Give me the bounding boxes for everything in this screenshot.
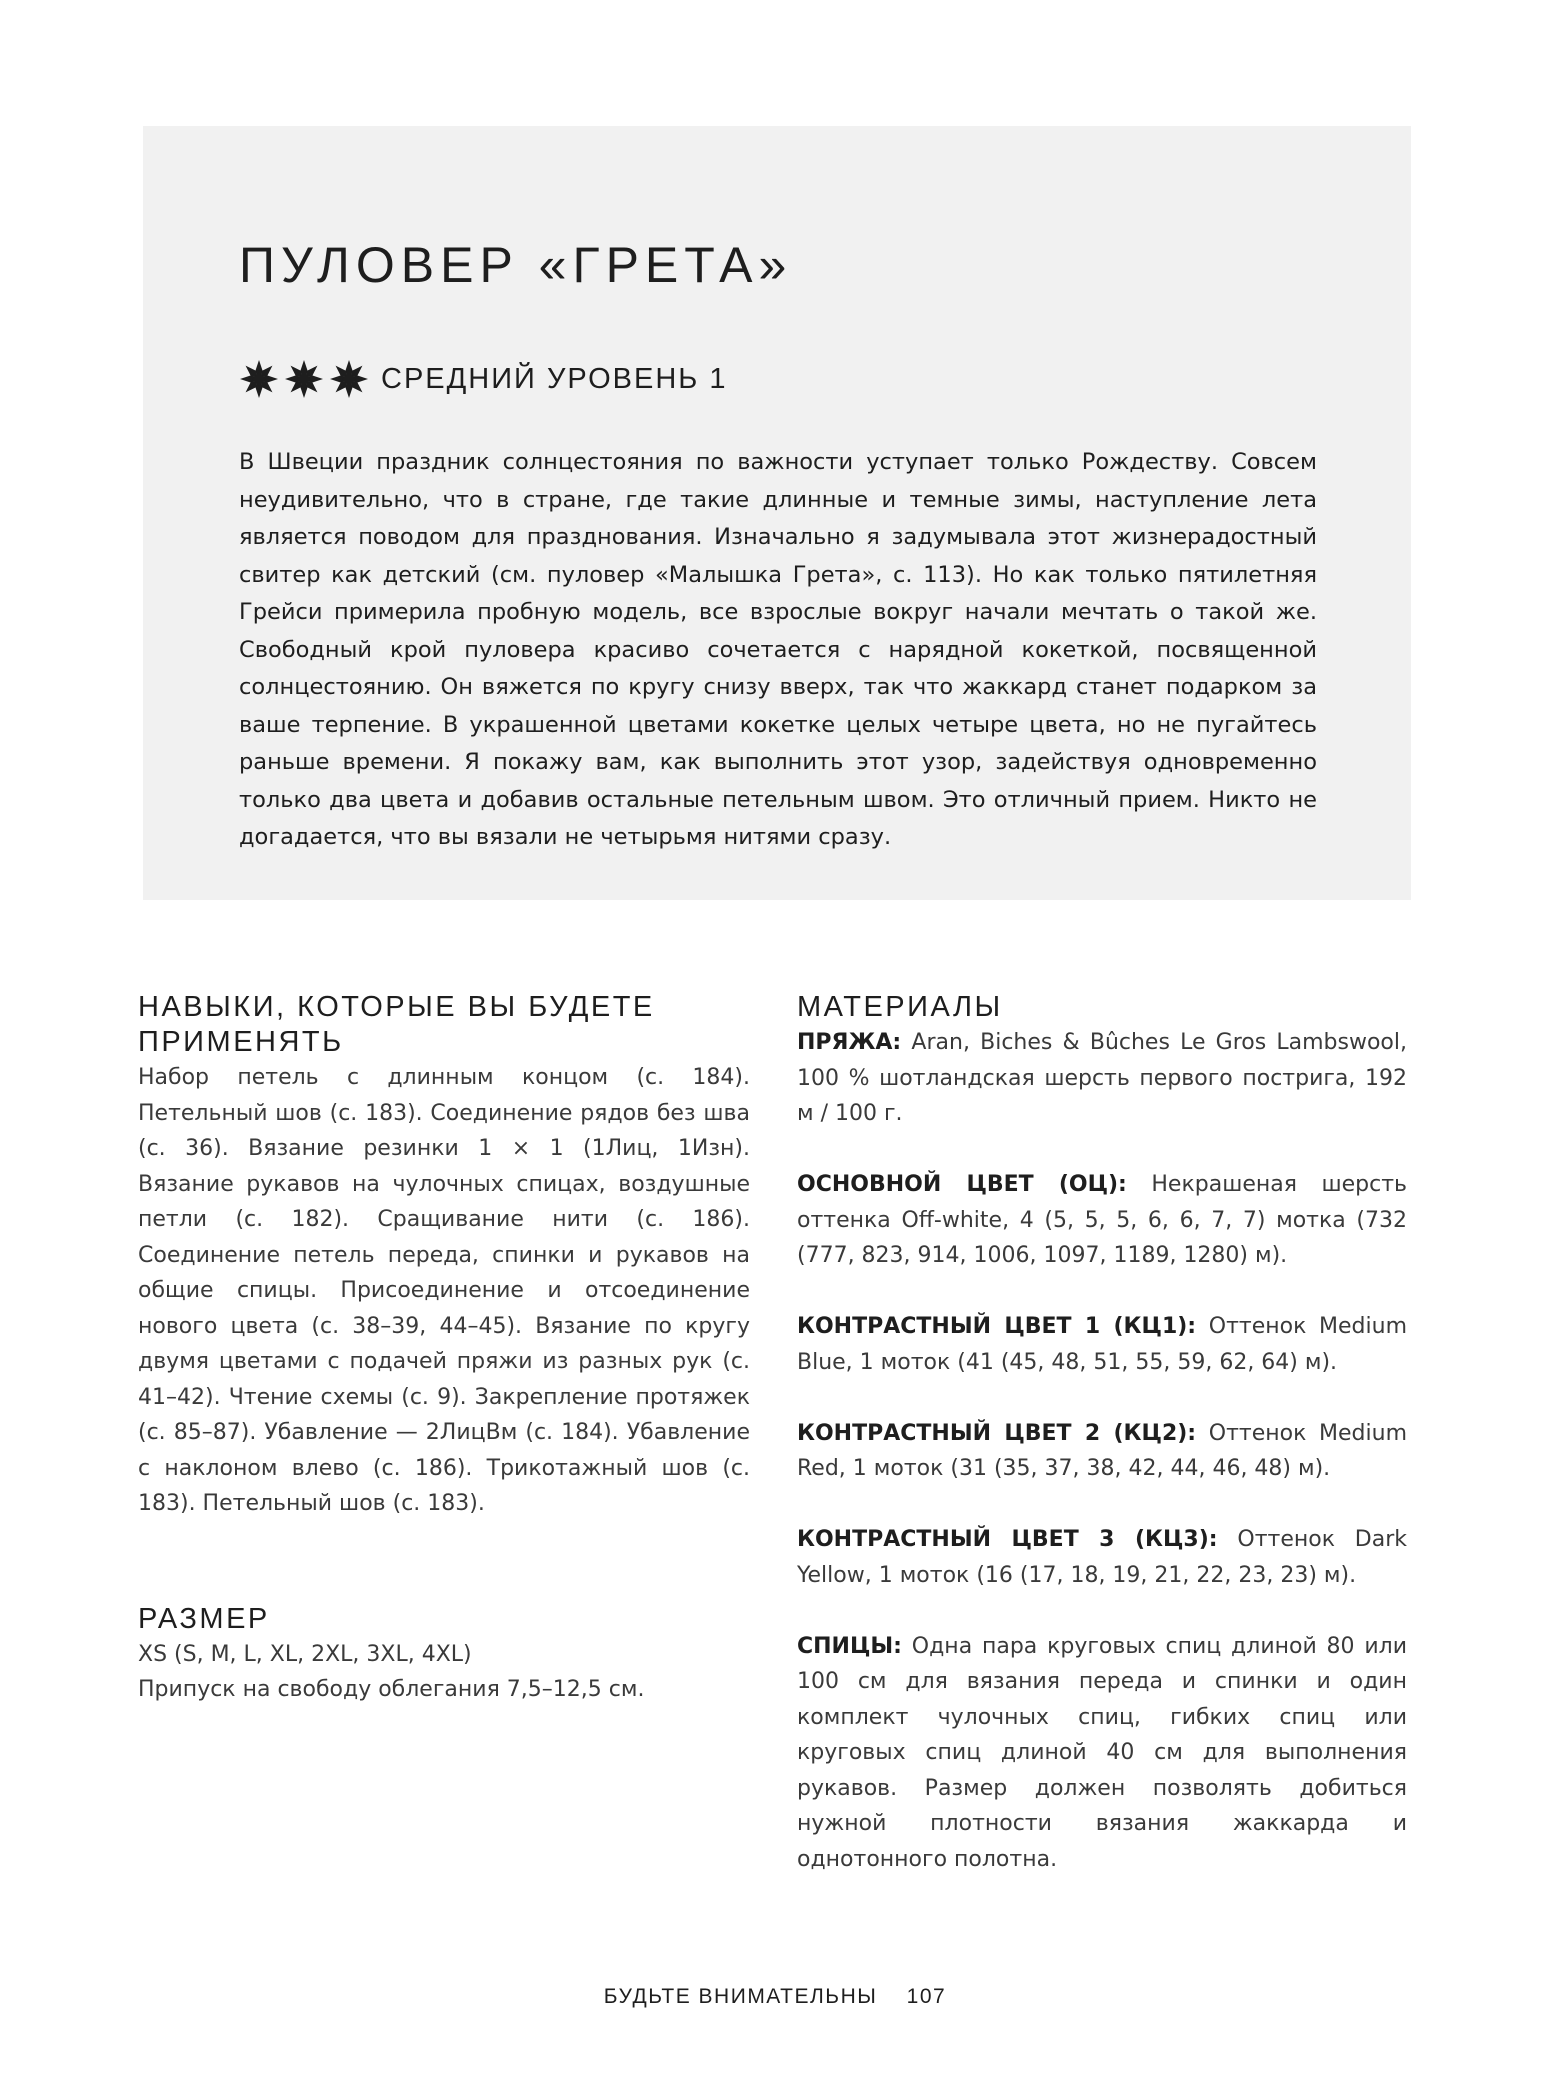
intro-box xyxy=(143,126,1411,900)
contrast-color-3-text: Оттенок Dark Yellow, 1 моток (16 (17, 18, 19, 21, 22, 23, 23) м). xyxy=(797,1527,1407,1588)
yarn-info xyxy=(797,1025,1407,1132)
size-ease: Припуск на свободу облегания 7,5–12,5 см. xyxy=(138,1677,645,1702)
page-title: ПУЛОВЕР «ГРЕТА» xyxy=(239,237,793,293)
skills-heading-line2: ПРИМЕНЯТЬ xyxy=(138,1026,344,1058)
page-number: 107 xyxy=(906,1985,947,2008)
left-column xyxy=(138,990,750,1708)
size-section xyxy=(138,1602,750,1708)
contrast-color-2-text: Оттенок Medium Red, 1 моток (31 (35, 37, 38, 42, 44, 46, 48) м). xyxy=(797,1420,1407,1481)
needles-label: СПИЦЫ: xyxy=(797,1633,902,1659)
contrast-color-2-info xyxy=(797,1416,1407,1487)
difficulty-label: СРЕДНИЙ УРОВЕНЬ 1 xyxy=(381,362,728,395)
skills-section xyxy=(138,990,750,1522)
size-heading: РАЗМЕР xyxy=(138,1602,270,1635)
contrast-color-3-info xyxy=(797,1522,1407,1593)
contrast-color-3-label: КОНТРАСТНЫЙ ЦВЕТ 3 (КЦ3): xyxy=(797,1527,1218,1552)
page-footer xyxy=(0,1985,1550,2009)
yarn-text: Aran, Biches & Bûches Le Gros Lambswool, 100 % шотландская шерсть первого пострига, 192 м / 100 г. xyxy=(797,1030,1407,1126)
difficulty-stars xyxy=(239,359,369,399)
contrast-color-1-info xyxy=(797,1309,1407,1380)
skills-heading xyxy=(138,990,750,1060)
main-color-text: Некрашеная шерсть оттенка Off-white, 4 (5, 5, 5, 6, 6, 7, 7) мотка (732 (777, 823, 914, 1006, 1097, 1189, 1280) м). xyxy=(797,1172,1407,1268)
contrast-color-1-label: КОНТРАСТНЫЙ ЦВЕТ 1 (КЦ1): xyxy=(797,1314,1197,1339)
contrast-color-2-label: КОНТРАСТНЫЙ ЦВЕТ 2 (КЦ2): xyxy=(797,1420,1197,1446)
materials-heading: МАТЕРИАЛЫ xyxy=(797,991,1003,1023)
main-color-info xyxy=(797,1167,1407,1274)
yarn-label: ПРЯЖА: xyxy=(797,1030,902,1055)
star-icon xyxy=(284,359,324,399)
difficulty-level xyxy=(239,359,728,399)
star-icon xyxy=(239,359,279,399)
skills-text: Набор петель с длинным концом (с. 184). Петельный шов (с. 183). Соединение рядов без шва (с. 36). Вязание резинки 1 × 1 (1Лиц, 1Изн). Вязание рукавов на чулочных спицах, воздушные петли (с. 182). Сращивание нити (с. 186). Соединение петель переда, спинки и рукавов на общие спицы. Присоединение и отсоединение нового цвета (с. 38–39, 44–45). Вязание по кругу двумя цветами с подачей пряжи из разных рук (с. 41–42). Чтение схемы (с. 9). Закрепление протяжек (с. 85–87). Убавление — 2ЛицВм (с. 184). Убавление с наклоном влево (с. 186). Трикотажный шов (с. 183). Петельный шов (с. 183). xyxy=(138,1065,750,1516)
intro-paragraph: В Швеции праздник солнцестояния по важности уступает только Рождеству. Совсем неудивительно, что в стране, где такие длинные и темные зимы, наступление лета является поводом для празднования. Изначально я задумывала этот жизнерадостный свитер как детский (см. пуловер «Малышка Грета», с. 113). Но как только пятилетняя Грейси примерила пробную модель, все взрослые вокруг начали мечтать о такой же. Свободный крой пуловера красиво сочетается с нарядной кокеткой, посвященной солнцестоянию. Он вяжется по кругу снизу вверх, так что жаккард станет подарком за ваше терпение. В украшенной цветами кокетке целых четыре цвета, но не пугайтесь раньше времени. Я покажу вам, как выполнить этот узор, задействуя одновременно только два цвета и добавив остальные петельным швом. Это отличный прием. Никто не догадается, что вы вязали не четырьмя нитями сразу. xyxy=(239,449,1317,850)
main-color-label: ОСНОВНОЙ ЦВЕТ (ОЦ): xyxy=(797,1172,1127,1197)
materials-section xyxy=(797,990,1407,1877)
footer-section-title: БУДЬТЕ ВНИМАТЕЛЬНЫ xyxy=(603,1985,878,2008)
contrast-color-1-text: Оттенок Medium Blue, 1 моток (41 (45, 48, 51, 55, 59, 62, 64) м). xyxy=(797,1314,1407,1375)
star-icon xyxy=(329,359,369,399)
skills-heading-line1: НАВЫКИ, КОТОРЫЕ ВЫ БУДЕТЕ xyxy=(138,991,655,1023)
needles-text: Одна пара круговых спиц длиной 80 или 100 см для вязания переда и спинки и один комплект чулочных спиц, гибких спиц или круговых спиц длиной 40 см для выполнения рукавов. Размер должен позволять добиться нужной плотности вязания жаккарда и однотонного полотна. xyxy=(797,1633,1407,1872)
size-values: XS (S, M, L, XL, 2XL, 3XL, 4XL) xyxy=(138,1641,472,1667)
needles-info xyxy=(797,1629,1407,1878)
